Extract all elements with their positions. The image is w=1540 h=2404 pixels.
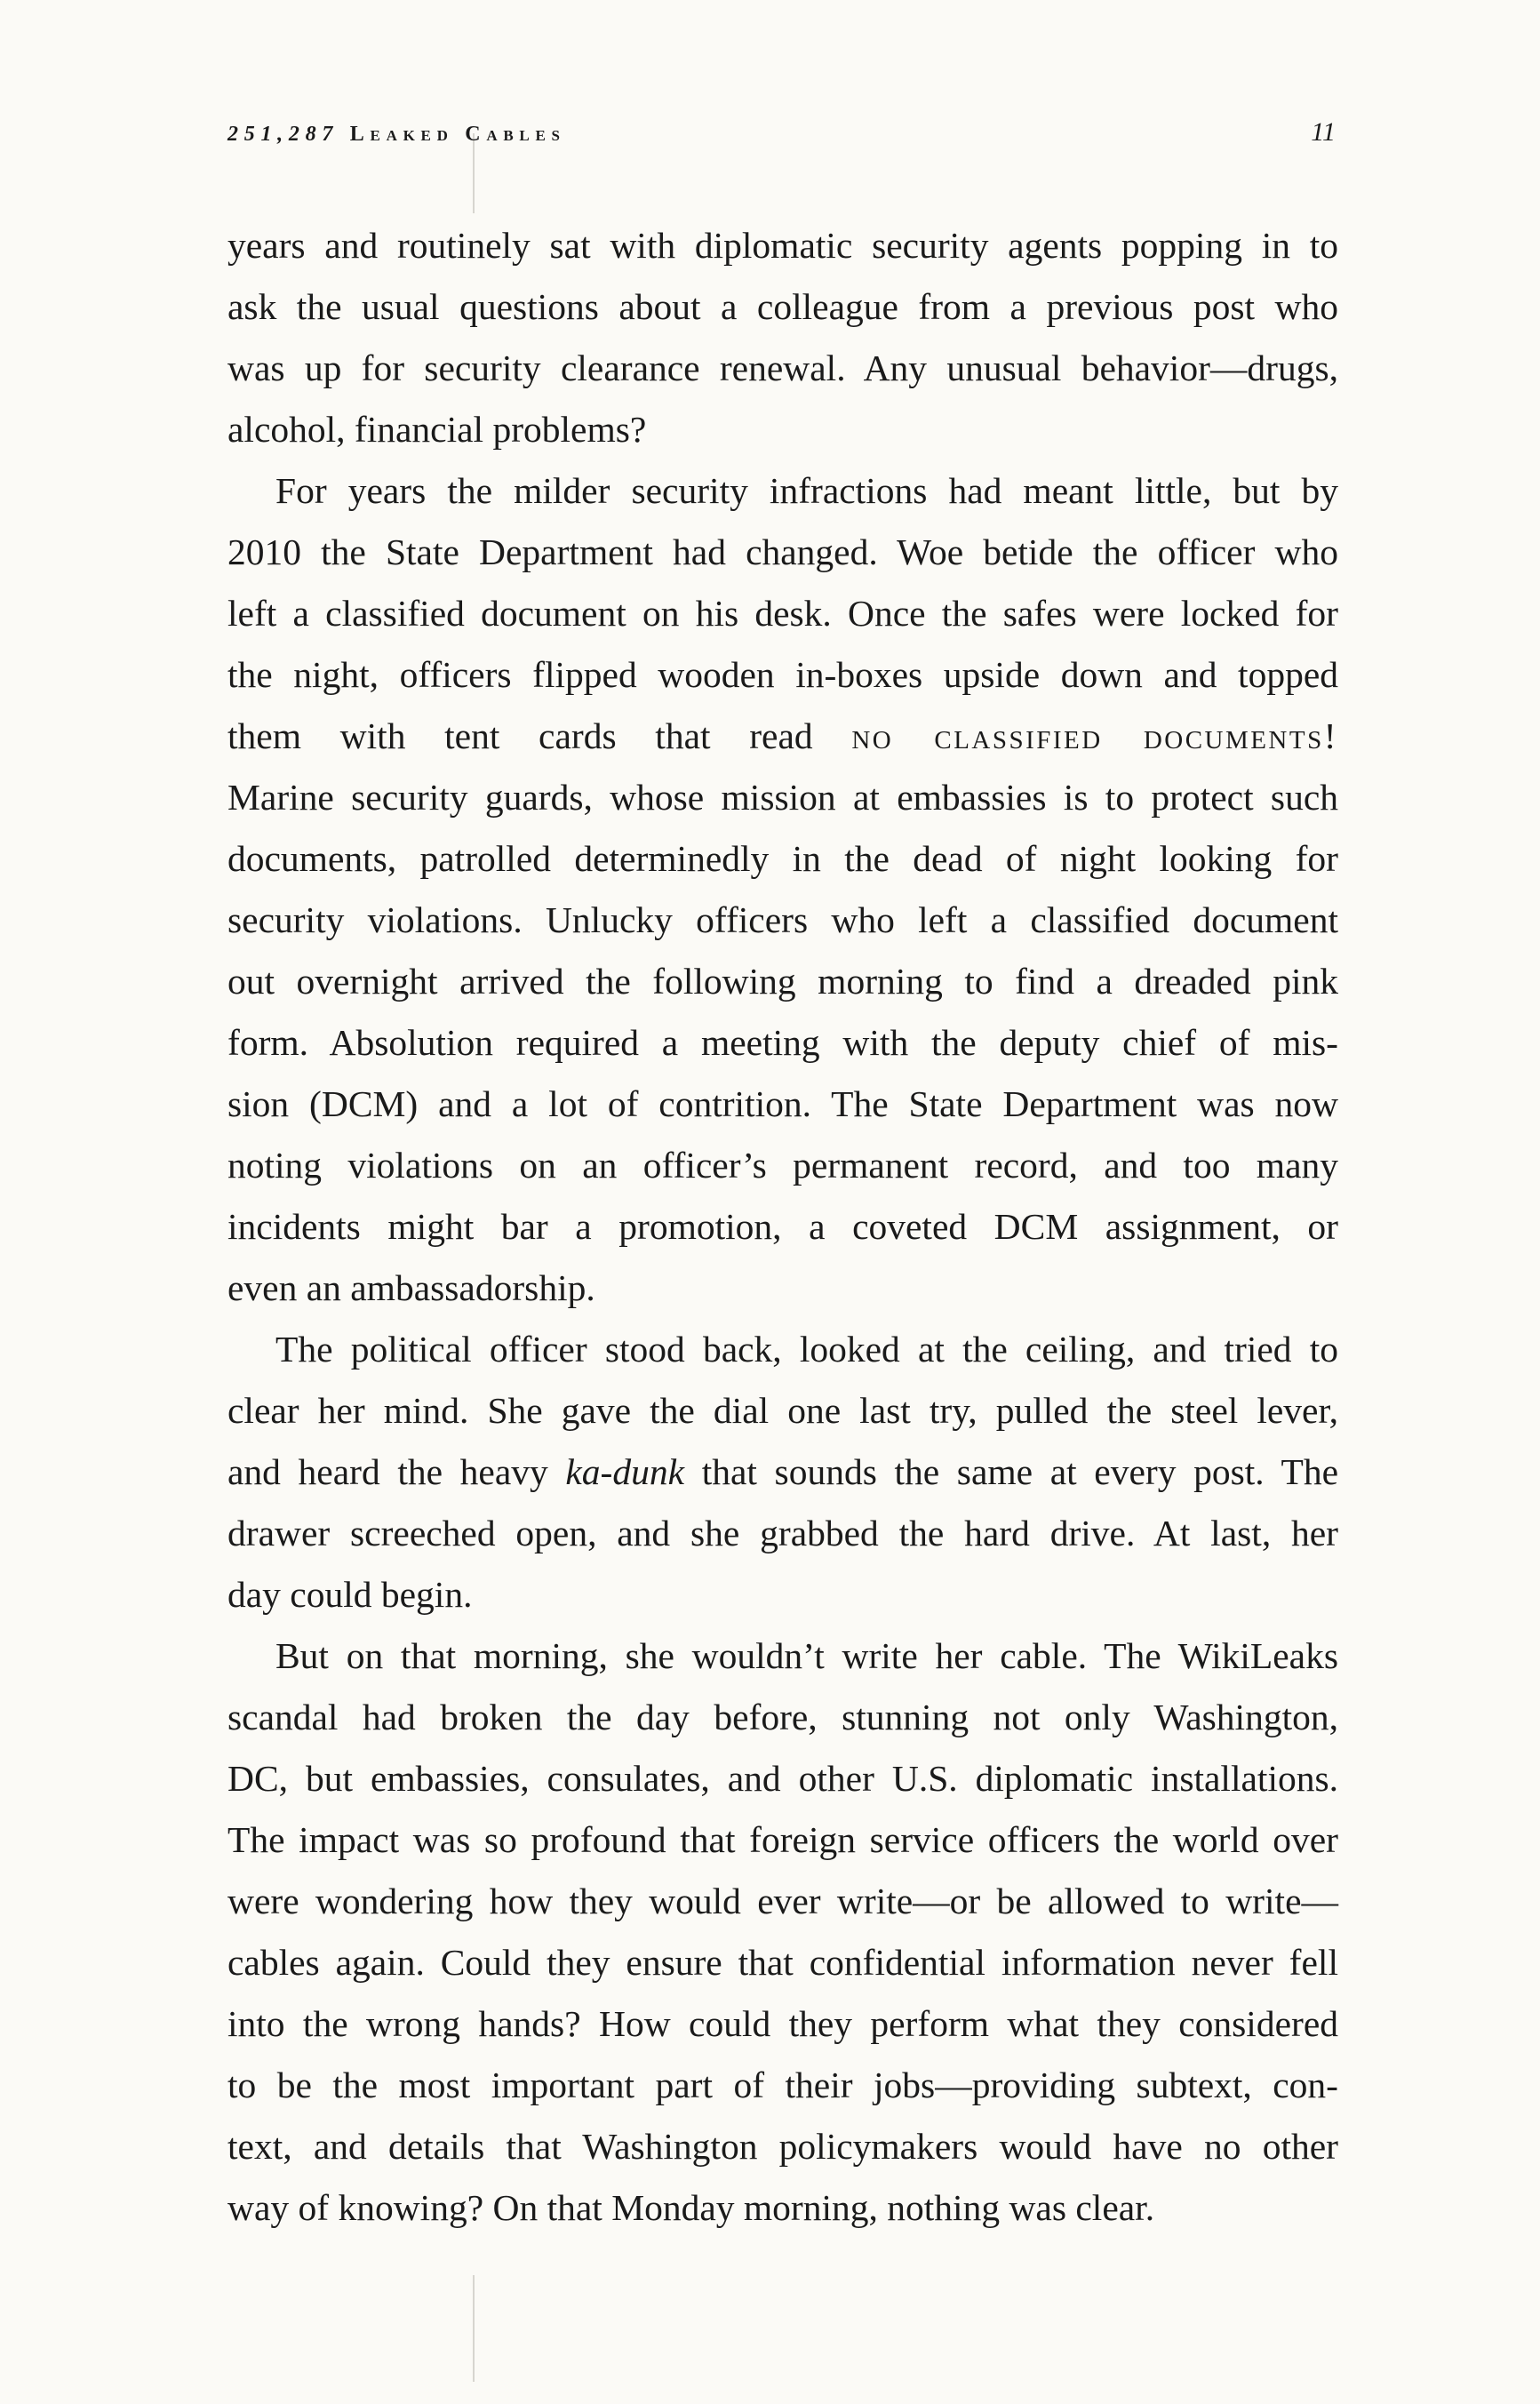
text-line: [227, 1748, 1338, 1809]
text-line: [227, 1871, 1338, 1932]
text-line: [227, 1012, 1338, 1074]
text-line: [227, 828, 1338, 890]
text-line: [227, 644, 1338, 706]
line-text: DC, but embassies, consulates, and other U.S. diplomatic installations.: [227, 1758, 1338, 1799]
text-line: [227, 276, 1338, 338]
text-line: [227, 1503, 1338, 1564]
text-line: [227, 1625, 1338, 1687]
line-text: into the wrong hands? How could they perform what they considered: [227, 2003, 1338, 2044]
text-line: [227, 583, 1338, 644]
text-line: [227, 460, 1338, 522]
line-text: But on that morning, she wouldn’t write her cable. The WikiLeaks: [275, 1635, 1338, 1676]
line-text: clear her mind. She gave the dial one last try, pulled the steel lever,: [227, 1390, 1338, 1431]
line-text: security violations. Unlucky officers who left a classified document: [227, 899, 1338, 940]
line-text: were wondering how they would ever write—or be allowed to write—: [227, 1881, 1338, 1921]
running-head-label: Leaked Cables: [349, 123, 566, 146]
text-line: [227, 215, 1338, 276]
text-line: [227, 2055, 1338, 2116]
text-line: [227, 2116, 1338, 2177]
text-line: [227, 522, 1338, 583]
text-line: [227, 1442, 1338, 1503]
line-text-continued: that sounds the same at every post. The: [701, 1451, 1339, 1492]
text-line: [227, 1809, 1338, 1871]
text-line: [227, 1196, 1338, 1258]
text-line: [227, 1932, 1338, 1993]
text-line: [227, 1074, 1338, 1135]
text-line: [227, 338, 1338, 399]
running-head-title: [227, 123, 566, 147]
line-text: day could begin.: [227, 1574, 473, 1615]
line-text: scandal had broken the day before, stunning not only Washington,: [227, 1697, 1338, 1737]
text-line: [227, 890, 1338, 951]
italic-text: ka-dunk: [565, 1451, 685, 1492]
text-line: [227, 1564, 1338, 1625]
running-head: [227, 117, 1336, 153]
text-line: [227, 1380, 1338, 1442]
scan-artifact-bottom: [473, 2275, 475, 2382]
text-line: [227, 1135, 1338, 1196]
line-text: Marine security guards, whose mission at embassies is to protect such: [227, 777, 1338, 818]
line-text: years and routinely sat with diplomatic security agents popping in to: [227, 225, 1338, 266]
line-text: The political officer stood back, looked at the ceiling, and tried to: [275, 1329, 1338, 1370]
line-text: For years the milder security infractions had meant little, but by: [275, 470, 1338, 511]
line-text: left a classified document on his desk. Once the safes were locked for: [227, 593, 1338, 634]
text-line: [227, 1258, 1338, 1319]
line-text: the night, officers flipped wooden in-boxes upside down and topped: [227, 654, 1338, 695]
text-line: [227, 399, 1338, 460]
line-text: The impact was so profound that foreign service officers the world over: [227, 1819, 1338, 1860]
text-line: [227, 951, 1338, 1012]
line-text: way of knowing? On that Monday morning, nothing was clear.: [227, 2187, 1155, 2228]
text-line: [227, 706, 1338, 767]
line-text: ask the usual questions about a colleague from a previous post who: [227, 286, 1338, 327]
line-text: documents, patrolled determinedly in the dead of night looking for: [227, 838, 1338, 879]
line-text: noting violations on an officer’s permanent record, and too many: [227, 1145, 1338, 1186]
text-line: [227, 767, 1338, 828]
line-text: them with tent cards that read: [227, 715, 813, 756]
line-text: even an ambassadorship.: [227, 1267, 595, 1308]
body-text: [227, 215, 1338, 2239]
line-text: sion (DCM) and a lot of contrition. The State Department was now: [227, 1083, 1338, 1124]
line-text: out overnight arrived the following morning to find a dreaded pink: [227, 961, 1338, 1002]
line-text: text, and details that Washington policymakers would have no other: [227, 2126, 1338, 2167]
line-text: drawer screeched open, and she grabbed the hard drive. At last, her: [227, 1513, 1338, 1553]
line-text: was up for security clearance renewal. Any unusual behavior—drugs,: [227, 347, 1338, 388]
line-text: form. Absolution required a meeting with the deputy chief of mis-: [227, 1022, 1338, 1063]
text-line: [227, 1319, 1338, 1380]
text-line: [227, 1993, 1338, 2055]
line-text: and heard the heavy: [227, 1451, 548, 1492]
line-text: 2010 the State Department had changed. Woe betide the officer who: [227, 531, 1338, 572]
text-line: [227, 2177, 1338, 2239]
page-number: 11: [1311, 117, 1336, 147]
line-text: to be the most important part of their jobs—providing subtext, con-: [227, 2065, 1338, 2105]
line-text: incidents might bar a promotion, a coveted DCM assignment, or: [227, 1206, 1338, 1247]
line-text: cables again. Could they ensure that confidential information never fell: [227, 1942, 1338, 1983]
running-head-number: 251,287: [227, 123, 339, 146]
line-text: alcohol, financial problems?: [227, 409, 647, 450]
small-caps-text: no classified documents!: [851, 715, 1339, 756]
text-line: [227, 1687, 1338, 1748]
